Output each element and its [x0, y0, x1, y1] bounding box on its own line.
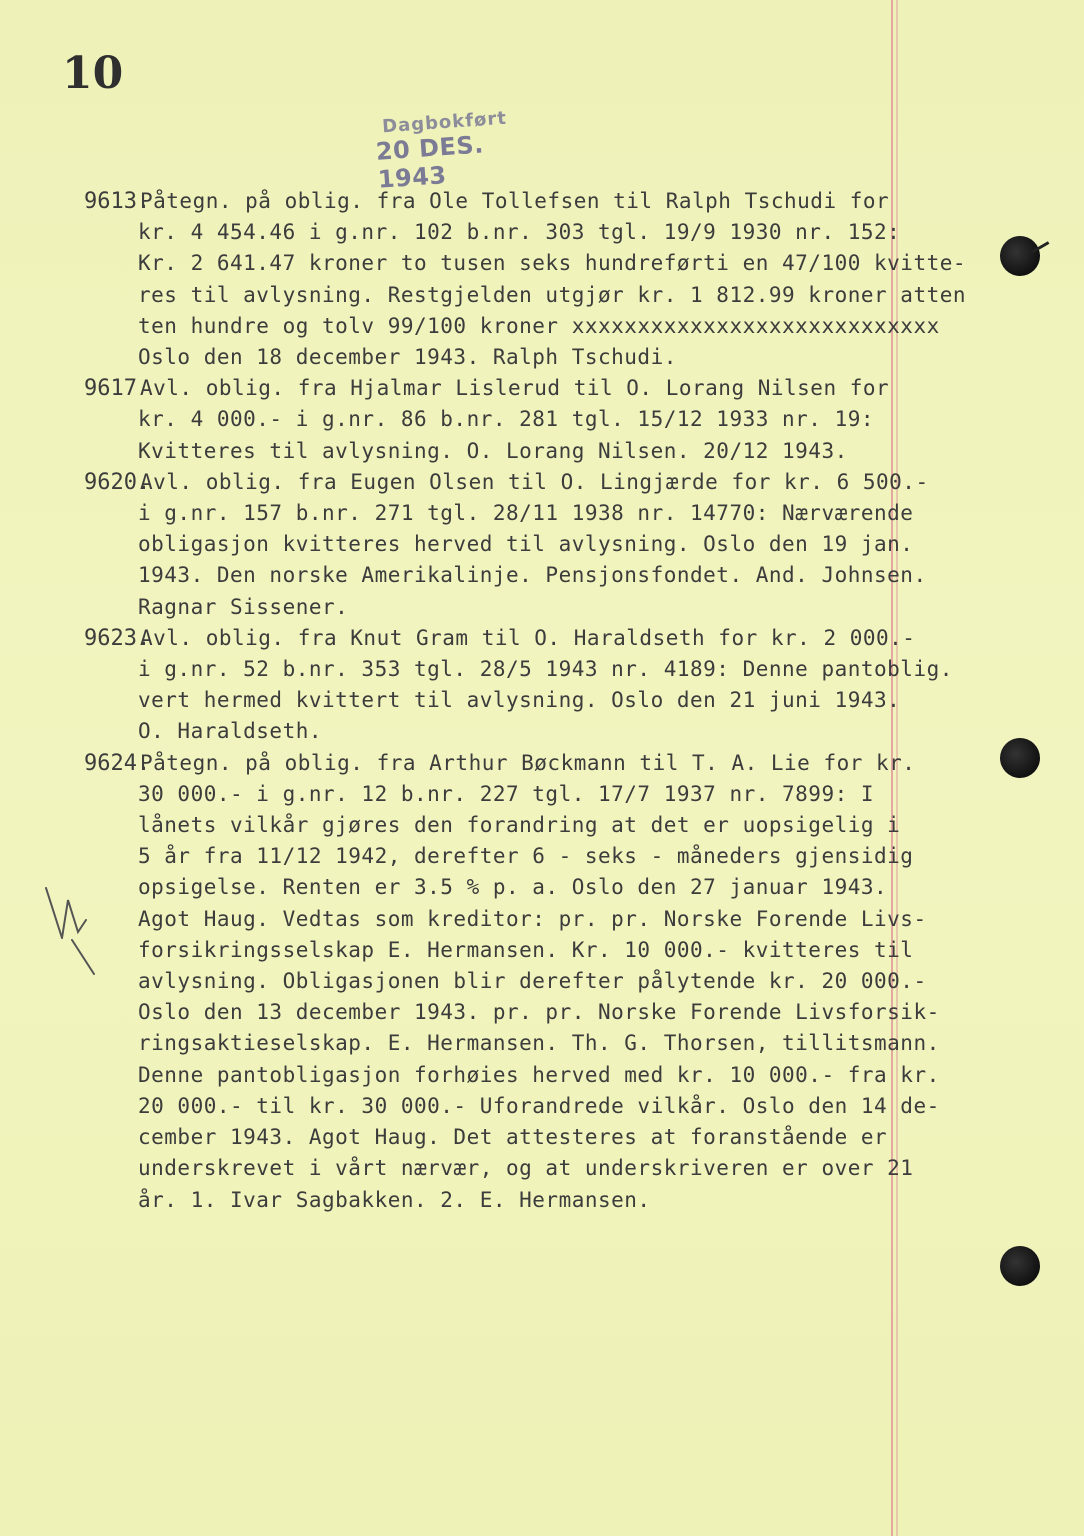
entry-text-line: Ragnar Sissener.: [138, 594, 349, 619]
entry-text-line: Avl. oblig. fra Hjalmar Lislerud til O. Lorang Nilsen for: [140, 376, 890, 401]
stamp-label: Dagbokført: [381, 107, 508, 138]
entry-number: 9623.: [84, 625, 151, 651]
entry-text-line: Påtegn. på oblig. fra Arthur Bøckmann til T. A. Lie for kr.: [140, 750, 916, 775]
entry-text-line: Påtegn. på oblig. fra Ole Tollefsen til Ralph Tschudi for: [140, 189, 890, 213]
entry-text-line: Agot Haug. Vedtas som kreditor: pr. pr. Norske Forende Livs-: [138, 906, 927, 931]
entry: [0, 748, 1000, 1216]
entry: [0, 373, 1000, 467]
page-number: 10: [62, 48, 124, 99]
punch-hole: [1000, 1246, 1040, 1286]
entry-text-line: opsigelse. Renten er 3.5 % p. a. Oslo den 27 januar 1943.: [138, 875, 888, 900]
entry-number: 9617: [84, 376, 137, 402]
entry-number: 9620.: [84, 469, 151, 495]
entry-text-line: 5 år fra 11/12 1942, derefter 6 - seks - måneders gjensidig: [138, 844, 914, 869]
entry: [0, 623, 1000, 748]
entry-text-line: ringsaktieselskap. E. Hermansen. Th. G. Thorsen, tillitsmann.: [138, 1031, 940, 1056]
stamp-date: 20 DES. 1943: [374, 130, 485, 194]
entry-text-line: 30 000.- i g.nr. 12 b.nr. 227 tgl. 17/7 1937 nr. 7899: I: [138, 781, 875, 806]
entry-text-line: Kr. 2 641.47 kroner to tusen seks hundreførti en 47/100 kvitte-: [138, 251, 967, 276]
entry-text-line: i g.nr. 52 b.nr. 353 tgl. 28/5 1943 nr. 4189: Denne pantoblig.: [138, 657, 953, 682]
entry-text-line: Kvitteres til avlysning. O. Lorang Nilsen. 20/12 1943.: [138, 438, 848, 463]
entry-text-line: lånets vilkår gjøres den forandring at det er uopsigelig i: [138, 813, 901, 838]
entry-text-line: Avl. oblig. fra Eugen Olsen til O. Lingjærde for kr. 6 500.-: [140, 469, 929, 494]
punch-hole: [1000, 236, 1040, 276]
entry-text-line: obligasjon kvitteres herved til avlysning. Oslo den 19 jan.: [138, 532, 914, 557]
received-stamp: [373, 107, 518, 194]
entry-text-line: 20 000.- til kr. 30 000.- Uforandrede vilkår. Oslo den 14 de-: [138, 1093, 940, 1118]
entry-text-line: vert hermed kvittert til avlysning. Oslo den 21 juni 1943.: [138, 688, 901, 713]
entry-text-line: avlysning. Obligasjonen blir derefter pålytende kr. 20 000.-: [138, 969, 927, 994]
entry-text-line: ten hundre og tolv 99/100 kroner xxxxxxxxxxxxxxxxxxxxxxxxxxxx: [138, 313, 940, 338]
entry-text-line: kr. 4 454.46 i g.nr. 102 b.nr. 303 tgl. 19/9 1930 nr. 152:: [138, 220, 901, 245]
entry-text-line: kr. 4 000.- i g.nr. 86 b.nr. 281 tgl. 15/12 1933 nr. 19:: [138, 407, 875, 432]
entry-text-line: cember 1943. Agot Haug. Det attesteres at foranstående er: [138, 1125, 888, 1150]
entry-text-line: 1943. Den norske Amerikalinje. Pensjonsfondet. And. Johnsen.: [138, 563, 927, 588]
entry-text-line: Oslo den 13 december 1943. pr. pr. Norske Forende Livsforsik-: [138, 1000, 940, 1025]
margin-pencil-mark: [28, 880, 98, 980]
entry-number: 9613.: [84, 189, 151, 214]
entry-text-line: underskrevet i vårt nærvær, og at underskriveren er over 21: [138, 1156, 914, 1181]
entry-text-line: i g.nr. 157 b.nr. 271 tgl. 28/11 1938 nr. 14770: Nærværende: [138, 501, 914, 526]
entry-text-line: forsikringsselskap E. Hermansen. Kr. 10 000.- kvitteres til: [138, 937, 914, 962]
entry-text-line: år. 1. Ivar Sagbakken. 2. E. Hermansen.: [138, 1187, 651, 1212]
entry-text-line: Oslo den 18 december 1943. Ralph Tschudi.: [138, 345, 677, 370]
entry-text-line: O. Haraldseth.: [138, 719, 323, 744]
entry-list: [0, 186, 1000, 1216]
entry-text-line: Avl. oblig. fra Knut Gram til O. Haraldseth for kr. 2 000.-: [140, 625, 916, 650]
entry-text-line: res til avlysning. Restgjelden utgjør kr. 1 812.99 kroner atten: [138, 282, 967, 307]
entry-text-line: Denne pantobligasjon forhøies herved med kr. 10 000.- fra kr.: [138, 1062, 940, 1087]
entry-number: 9624.: [84, 750, 151, 776]
entry: [0, 186, 1000, 373]
entry: [0, 467, 1000, 623]
punch-hole: [1000, 738, 1040, 778]
